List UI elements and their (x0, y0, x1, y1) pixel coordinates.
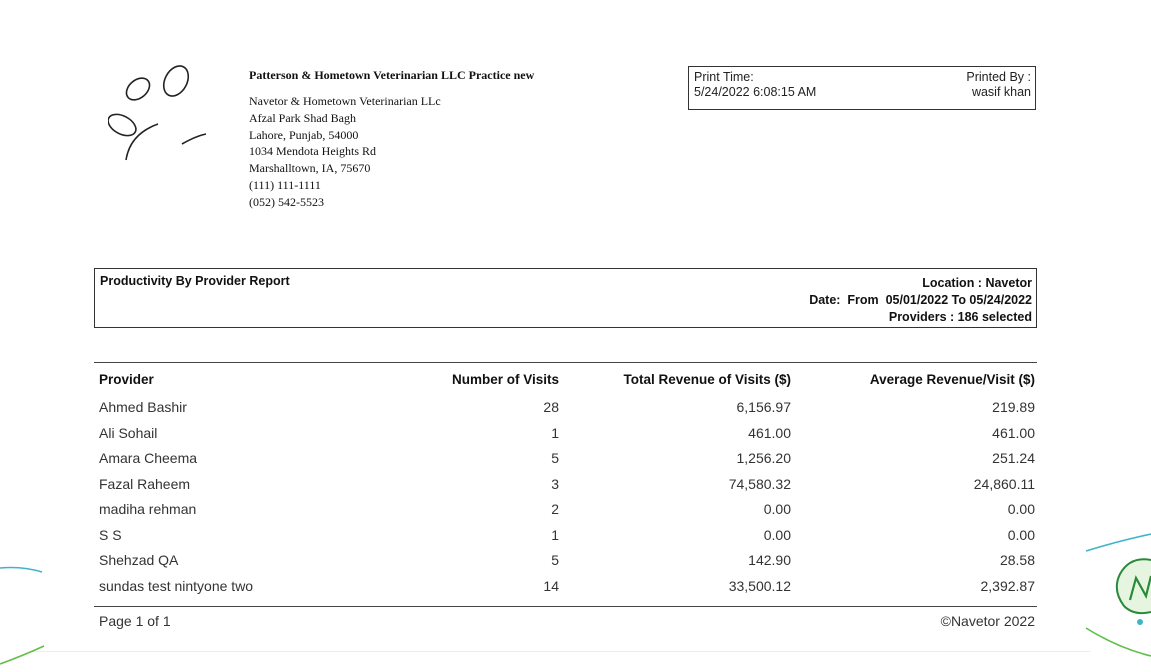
cell-visits: 28 (543, 399, 559, 415)
address-line: Navetor & Hometown Veterinarian LLc (249, 94, 441, 108)
address-line: Marshalltown, IA, 75670 (249, 161, 371, 176)
cell-provider: madiha rehman (99, 501, 197, 517)
header-visits: Number of Visits (451, 372, 559, 387)
print-time-value: 5/24/2022 6:08:15 AM (694, 85, 817, 99)
cell-total-revenue: 142.90 (748, 552, 791, 568)
table-row (94, 525, 1037, 545)
practice-name: Patterson & Hometown Veterinarian LLC Practice new (249, 68, 535, 82)
cell-visits: 1 (551, 527, 559, 543)
cell-average-revenue: 0.00 (1007, 501, 1035, 517)
phone-line: (111) 111-1111 (249, 177, 321, 192)
table-row (94, 474, 1037, 494)
cell-total-revenue: 461.00 (748, 425, 791, 441)
cell-average-revenue: 251.24 (992, 450, 1035, 466)
printed-by-value: wasif khan (971, 85, 1031, 99)
printed-by-label: Printed By : (966, 70, 1031, 84)
cell-visits: 2 (551, 501, 559, 517)
cell-visits: 14 (543, 578, 559, 594)
cell-total-revenue: 1,256.20 (736, 450, 791, 466)
report-title: Productivity By Provider Report (100, 274, 290, 288)
cell-visits: 5 (551, 552, 559, 568)
cell-visits: 5 (551, 450, 559, 466)
cell-provider: Ahmed Bashir (99, 399, 187, 415)
table-row (94, 576, 1037, 596)
cell-average-revenue: 2,392.87 (980, 578, 1035, 594)
address-line: Afzal Park Shad Bagh (249, 110, 356, 125)
cell-total-revenue: 0.00 (763, 527, 791, 543)
page-number: Page 1 of 1 (99, 613, 171, 629)
cell-average-revenue: 461.00 (992, 425, 1035, 441)
table-row (94, 550, 1037, 570)
report-location: Location : Navetor (922, 276, 1032, 290)
header-average-revenue: Average Revenue/Visit ($) (869, 372, 1035, 387)
header-provider: Provider (99, 372, 154, 387)
cell-total-revenue: 74,580.32 (728, 476, 791, 492)
cell-average-revenue: 219.89 (992, 399, 1035, 415)
cell-provider: Shehzad QA (99, 552, 179, 568)
address-line: 1034 Mendota Heights Rd (249, 144, 376, 159)
table-bottom-rule (94, 606, 1037, 607)
report-providers: Providers : 186 selected (888, 310, 1032, 324)
cell-total-revenue: 33,500.12 (728, 578, 791, 594)
table-row (94, 397, 1037, 417)
table-top-rule (94, 362, 1037, 363)
print-info-box (688, 66, 1036, 110)
cell-average-revenue: 24,860.11 (973, 476, 1035, 492)
navetor-leaf-icon (1117, 559, 1151, 625)
print-time-label: Print Time: (694, 70, 754, 84)
cell-provider: sundas test nintyone two (99, 578, 254, 594)
paw-print-logo-icon (108, 62, 208, 162)
table-row (94, 448, 1037, 468)
cell-visits: 1 (551, 425, 559, 441)
practice-info (249, 68, 534, 211)
cell-average-revenue: 28.58 (999, 552, 1035, 568)
cell-visits: 3 (551, 476, 559, 492)
table-header-row (94, 370, 1037, 390)
cell-total-revenue: 0.00 (763, 501, 791, 517)
cell-provider: Ali Sohail (99, 425, 158, 441)
cell-provider: Fazal Raheem (99, 476, 191, 492)
phone-line: (052) 542-5523 (249, 194, 324, 209)
cell-average-revenue: 0.00 (1007, 527, 1035, 543)
report-date-range: Date: From 05/01/2022 To 05/24/2022 (809, 293, 1032, 307)
table-row (94, 423, 1037, 443)
report-header-box (94, 268, 1037, 328)
cell-provider: Amara Cheema (99, 450, 198, 466)
cell-total-revenue: 6,156.97 (736, 399, 791, 415)
report-footer (94, 611, 1037, 631)
address-line: Lahore, Punjab, 54000 (249, 127, 359, 142)
table-row (94, 499, 1037, 519)
cell-provider: S S (99, 527, 122, 543)
copyright: ©Navetor 2022 (940, 613, 1035, 629)
page-bottom-rule (30, 651, 1090, 652)
header-total-revenue: Total Revenue of Visits ($) (623, 372, 791, 387)
